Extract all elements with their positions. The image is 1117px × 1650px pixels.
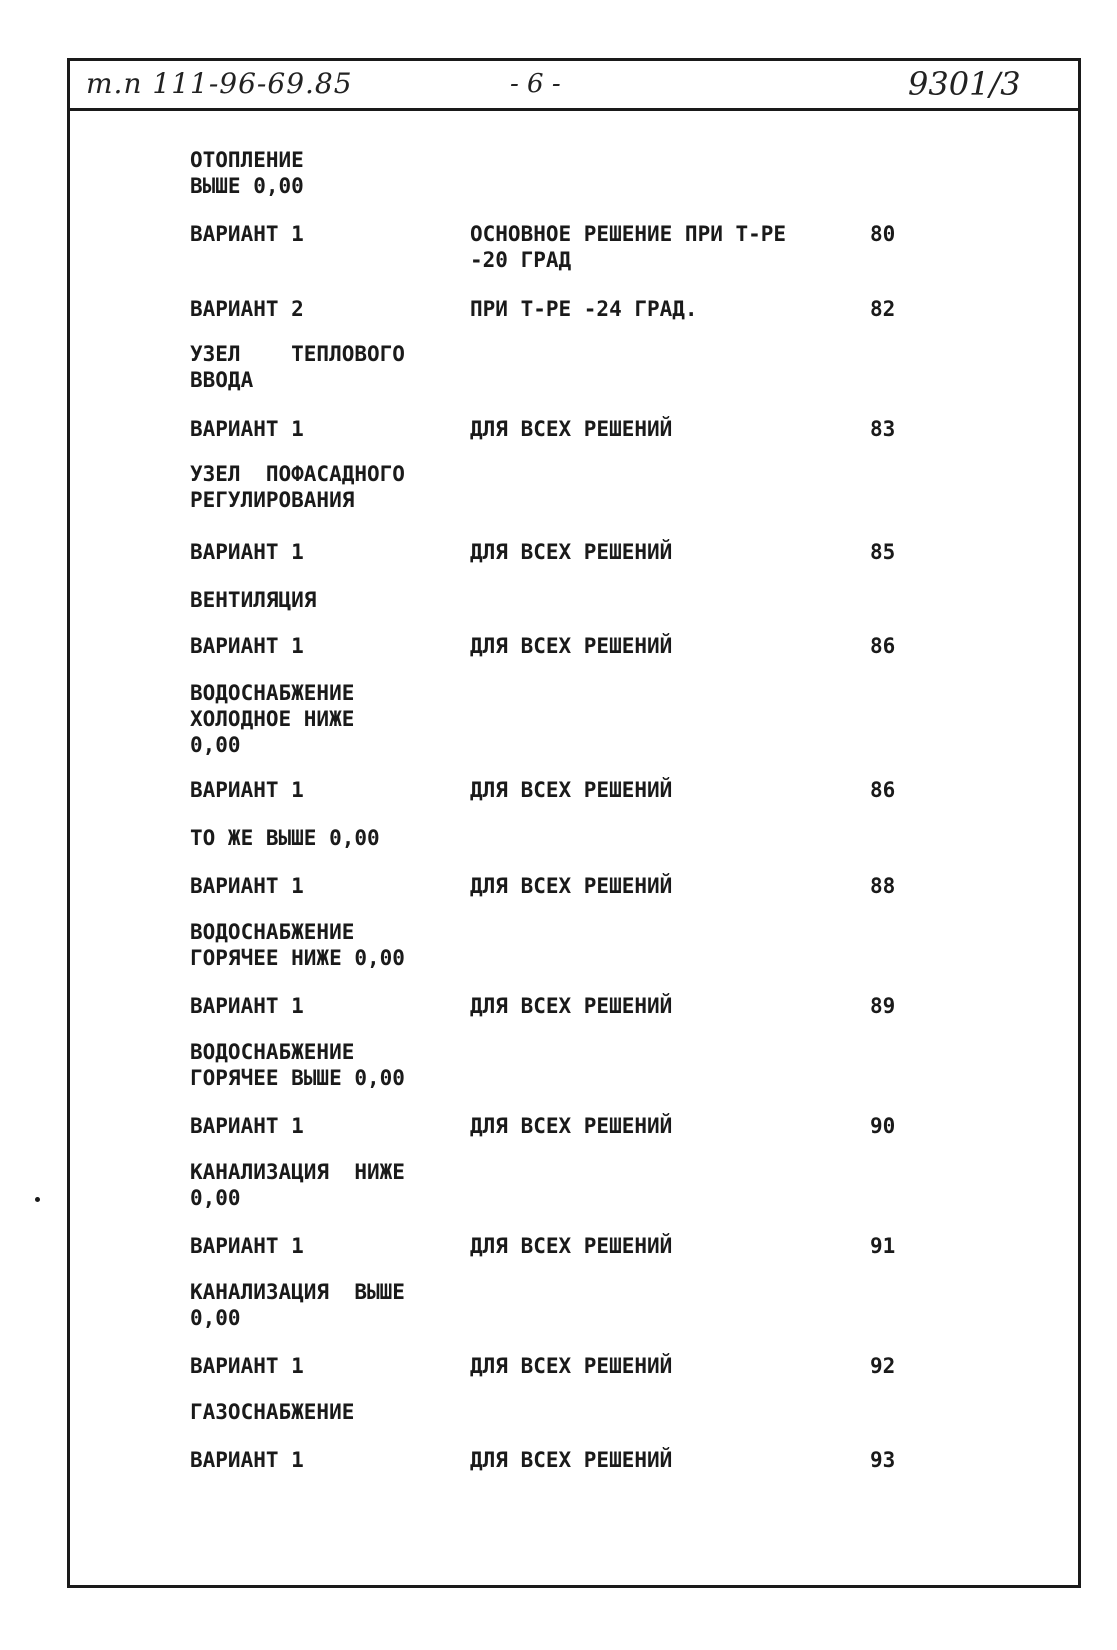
- section-title-line: 0,00: [190, 1186, 241, 1210]
- section-title-line: УЗЕЛ ПОФАСАДНОГО: [190, 462, 405, 486]
- section-title-line: УЗЕЛ ТЕПЛОВОГО: [190, 342, 405, 366]
- variant-description: [470, 1353, 672, 1379]
- section-title: [190, 587, 316, 613]
- document-sheet: [67, 58, 1081, 1588]
- section-title-line: ВЕНТИЛЯЦИЯ: [190, 588, 317, 612]
- page-reference: 91: [870, 1234, 896, 1258]
- section-title: [190, 919, 405, 971]
- variant-label: ВАРИАНТ 1: [190, 1354, 304, 1378]
- section-title-line: КАНАЛИЗАЦИЯ ВЫШЕ: [190, 1280, 405, 1304]
- variant-description: [470, 296, 698, 322]
- document-code: т.п 111-96-69.85: [86, 67, 353, 100]
- section-title-line: ВОДОСНАБЖЕНИЕ: [190, 681, 355, 705]
- section-title: [190, 341, 405, 393]
- variant-description-line: ДЛЯ ВСЕХ РЕШЕНИЙ: [470, 634, 673, 658]
- variant-label: ВАРИАНТ 2: [190, 297, 304, 321]
- section-title-line: ВОДОСНАБЖЕНИЕ: [190, 1040, 355, 1064]
- variant-description: [470, 1233, 672, 1259]
- section-title: [190, 1279, 405, 1331]
- section-title: [190, 461, 405, 513]
- variant-description-line: ДЛЯ ВСЕХ РЕШЕНИЙ: [470, 778, 673, 802]
- section-title-line: 0,00: [190, 1306, 241, 1330]
- section-title: [190, 1159, 405, 1211]
- section-title-line: ГОРЯЧЕЕ ВЫШЕ 0,00: [190, 1066, 405, 1090]
- page-number: - 6 -: [510, 69, 561, 99]
- variant-description-line: ДЛЯ ВСЕХ РЕШЕНИЙ: [470, 1354, 673, 1378]
- page-reference: 83: [870, 417, 896, 441]
- variant-label: ВАРИАНТ 1: [190, 994, 304, 1018]
- variant-label: ВАРИАНТ 1: [190, 874, 304, 898]
- page-reference: 85: [870, 540, 896, 564]
- page-reference: 80: [870, 222, 896, 246]
- page-reference: 92: [870, 1354, 896, 1378]
- section-title: [190, 1399, 354, 1425]
- variant-description-line: ДЛЯ ВСЕХ РЕШЕНИЙ: [470, 1114, 673, 1138]
- variant-description: [470, 777, 672, 803]
- section-title-line: РЕГУЛИРОВАНИЯ: [190, 488, 355, 512]
- page-reference: 86: [870, 778, 896, 802]
- variant-description-line: ДЛЯ ВСЕХ РЕШЕНИЙ: [470, 1448, 673, 1472]
- variant-label: ВАРИАНТ 1: [190, 634, 304, 658]
- section-title: [190, 680, 354, 758]
- variant-label: ВАРИАНТ 1: [190, 1234, 304, 1258]
- variant-label: ВАРИАНТ 1: [190, 778, 304, 802]
- variant-label: ВАРИАНТ 1: [190, 540, 304, 564]
- page-reference: 93: [870, 1448, 896, 1472]
- variant-description-line: -20 ГРАД: [470, 248, 572, 272]
- section-title-line: ВВОДА: [190, 368, 254, 392]
- variant-description-line: ДЛЯ ВСЕХ РЕШЕНИЙ: [470, 1234, 673, 1258]
- section-title: [190, 147, 304, 199]
- page-reference: 82: [870, 297, 896, 321]
- variant-description: [470, 221, 786, 273]
- section-title-line: ВЫШЕ 0,00: [190, 174, 304, 198]
- section-title-line: КАНАЛИЗАЦИЯ НИЖЕ: [190, 1160, 405, 1184]
- page-reference: 88: [870, 874, 896, 898]
- section-title-line: ХОЛОДНОЕ НИЖЕ: [190, 707, 355, 731]
- section-title-line: 0,00: [190, 733, 241, 757]
- page-reference: 86: [870, 634, 896, 658]
- variant-description-line: ДЛЯ ВСЕХ РЕШЕНИЙ: [470, 417, 673, 441]
- section-title: [190, 825, 380, 851]
- section-title-line: ГАЗОСНАБЖЕНИЕ: [190, 1400, 355, 1424]
- header-bar: [70, 61, 1078, 111]
- variant-description: [470, 416, 672, 442]
- variant-description-line: ДЛЯ ВСЕХ РЕШЕНИЙ: [470, 994, 673, 1018]
- section-title-line: ГОРЯЧЕЕ НИЖЕ 0,00: [190, 946, 405, 970]
- variant-description: [470, 873, 672, 899]
- scan-speck: [35, 1197, 40, 1202]
- variant-description: [470, 539, 672, 565]
- page-reference: 90: [870, 1114, 896, 1138]
- section-title-line: ОТОПЛЕНИЕ: [190, 148, 304, 172]
- variant-description: [470, 633, 672, 659]
- variant-description: [470, 1447, 672, 1473]
- variant-label: ВАРИАНТ 1: [190, 1114, 304, 1138]
- section-title: [190, 1039, 405, 1091]
- variant-description-line: ДЛЯ ВСЕХ РЕШЕНИЙ: [470, 540, 673, 564]
- variant-description: [470, 993, 672, 1019]
- page-reference: 89: [870, 994, 896, 1018]
- variant-label: ВАРИАНТ 1: [190, 222, 304, 246]
- section-title-line: ВОДОСНАБЖЕНИЕ: [190, 920, 355, 944]
- variant-description-line: ПРИ Т-РЕ -24 ГРАД.: [470, 297, 698, 321]
- variant-description-line: ДЛЯ ВСЕХ РЕШЕНИЙ: [470, 874, 673, 898]
- variant-description-line: ОСНОВНОЕ РЕШЕНИЕ ПРИ Т-РЕ: [470, 222, 787, 246]
- variant-label: ВАРИАНТ 1: [190, 1448, 304, 1472]
- variant-description: [470, 1113, 672, 1139]
- document-number: 9301/3: [908, 65, 1021, 103]
- section-title-line: ТО ЖЕ ВЫШЕ 0,00: [190, 826, 380, 850]
- variant-label: ВАРИАНТ 1: [190, 417, 304, 441]
